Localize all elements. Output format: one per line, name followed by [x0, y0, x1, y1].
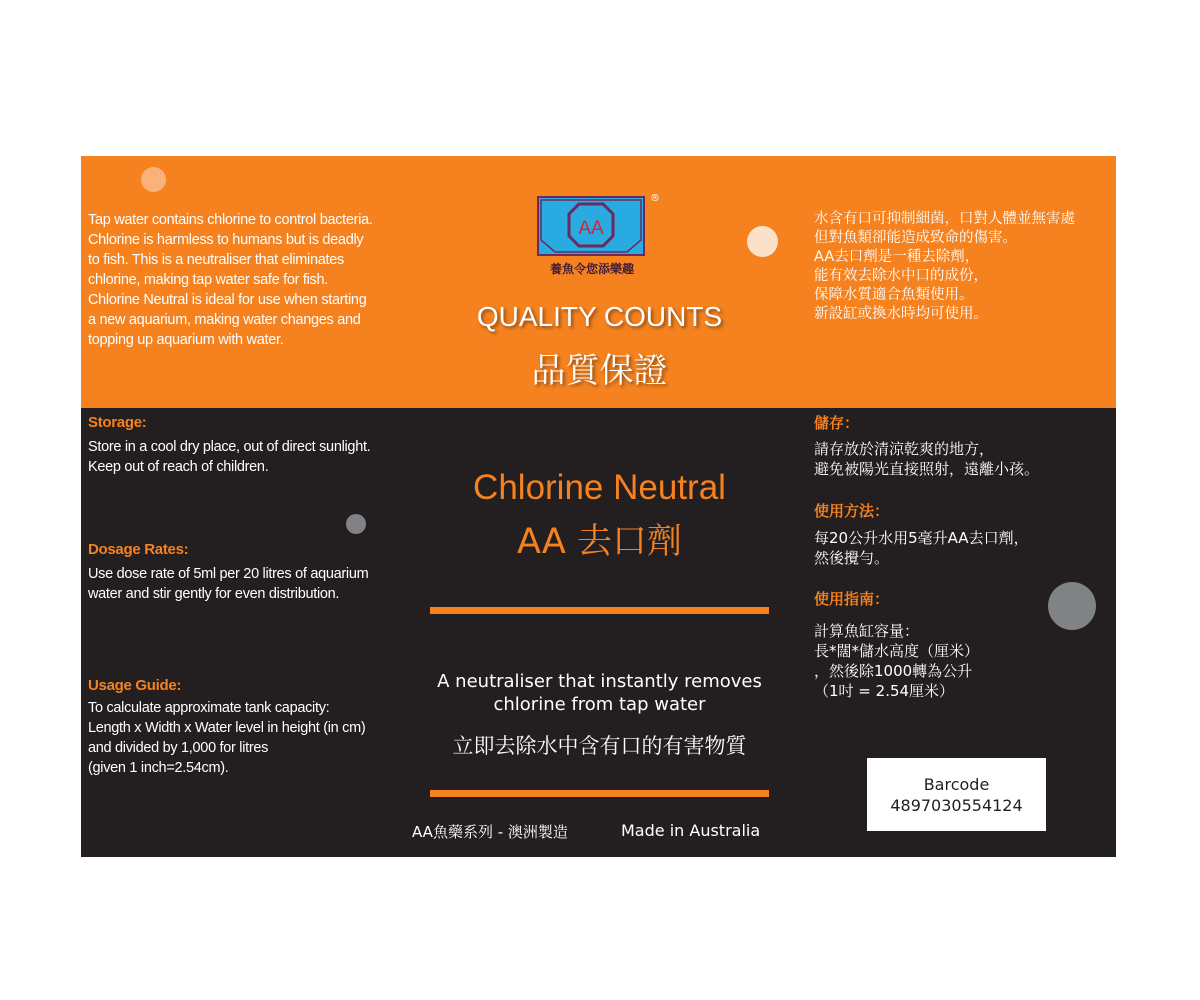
product-name: Chlorine Neutral	[473, 468, 726, 507]
brand-logo	[537, 193, 660, 276]
text-line: 能有效去除水中口的成份，	[814, 268, 988, 284]
dosage-text-zh	[814, 528, 1029, 568]
series-label: AA魚藥系列 - 澳洲製造	[412, 823, 568, 841]
text-line: Length x Width x Water level in height (in cm)	[88, 720, 366, 736]
text-line: 但對魚類卻能造成致命的傷害。	[814, 230, 1017, 246]
text-line: (given 1 inch=2.54cm).	[88, 760, 229, 776]
usage-title: Usage Guide:	[88, 677, 182, 694]
text-line: 新設缸或換水時均可使用。	[814, 306, 988, 322]
made-in-label: Made in Australia	[621, 821, 761, 840]
quality-counts-zh: 品質保證	[531, 351, 668, 391]
product-name-zh: AA 去口劑	[517, 522, 682, 562]
text-line: 請存放於清涼乾爽的地方，	[814, 440, 995, 458]
divider	[430, 607, 769, 614]
text-line: chlorine from tap water	[493, 694, 706, 715]
usage-text	[88, 698, 365, 778]
text-line: AA去口劑是一種去除劑，	[814, 249, 980, 265]
usage-title-zh: 使用指南：	[814, 590, 890, 608]
description-en	[411, 670, 788, 716]
logo-slogan: 養魚令您添樂趣	[549, 262, 634, 276]
text-line: 長*闊*儲水高度（厘米）	[814, 642, 980, 660]
dosage-text	[88, 564, 368, 604]
intro-zh	[814, 210, 1075, 324]
product-label	[81, 156, 1116, 857]
divider	[430, 790, 769, 797]
intro-en	[88, 210, 373, 350]
text-line: 保障水質適合魚類使用。	[814, 287, 974, 303]
decorative-dot	[346, 514, 366, 534]
text-line: topping up aquarium with water.	[88, 332, 284, 348]
barcode-label: Barcode	[923, 775, 990, 794]
quality-counts-heading: QUALITY COUNTS	[476, 301, 723, 332]
text-line: chlorine, making tap water safe for fish.	[88, 272, 328, 288]
text-line: Tap water contains chlorine to control bacteria.	[88, 212, 373, 228]
text-line: ，然後除1000轉為公升	[814, 662, 973, 680]
aa-logo-icon	[537, 196, 647, 258]
top-panel	[81, 156, 1116, 408]
text-line: Store in a cool dry place, out of direct sunlight.	[88, 439, 371, 455]
usage-text-zh	[814, 621, 979, 701]
text-line: Use dose rate of 5ml per 20 litres of aquarium	[88, 566, 369, 582]
text-line: 避免被陽光直接照射，遠離小孩。	[814, 460, 1040, 478]
decorative-dot	[747, 226, 778, 257]
dosage-title-zh: 使用方法：	[814, 502, 890, 520]
description-zh: 立即去除水中含有口的有害物質	[452, 734, 747, 758]
text-line: A neutraliser that instantly removes	[437, 671, 762, 692]
storage-text	[88, 437, 370, 477]
text-line: Chlorine Neutral is ideal for use when starting	[88, 292, 367, 308]
text-line: To calculate approximate tank capacity:	[88, 700, 330, 716]
decorative-dot	[141, 167, 166, 192]
text-line: Chlorine is harmless to humans but is deadly	[88, 232, 364, 248]
text-line: to fish. This is a neutraliser that eliminates	[88, 252, 344, 268]
text-line: 計算魚缸容量：	[814, 622, 920, 640]
text-line: 然後攪勻。	[814, 549, 890, 567]
text-line: water and stir gently for even distribution.	[88, 586, 340, 602]
svg-text:AA: AA	[578, 218, 604, 239]
text-line: and divided by 1,000 for litres	[88, 740, 269, 756]
storage-title-zh: 儲存：	[814, 414, 860, 432]
text-line: （1吋 = 2.54厘米）	[814, 682, 955, 700]
registered-mark: ®	[650, 193, 660, 204]
dosage-title: Dosage Rates:	[88, 541, 189, 558]
decorative-dot	[1048, 582, 1096, 630]
storage-text-zh	[814, 439, 1039, 479]
text-line: 水含有口可抑制細菌，口對人體並無害處	[814, 211, 1075, 227]
bottom-panel	[81, 408, 1116, 857]
text-line: a new aquarium, making water changes and	[88, 312, 361, 328]
barcode-number: 4897030554124	[890, 796, 1023, 815]
storage-title: Storage:	[88, 414, 147, 431]
barcode-box	[867, 758, 1046, 831]
text-line: 每20公升水用5毫升AA去口劑，	[814, 529, 1029, 547]
text-line: Keep out of reach of children.	[88, 459, 269, 475]
